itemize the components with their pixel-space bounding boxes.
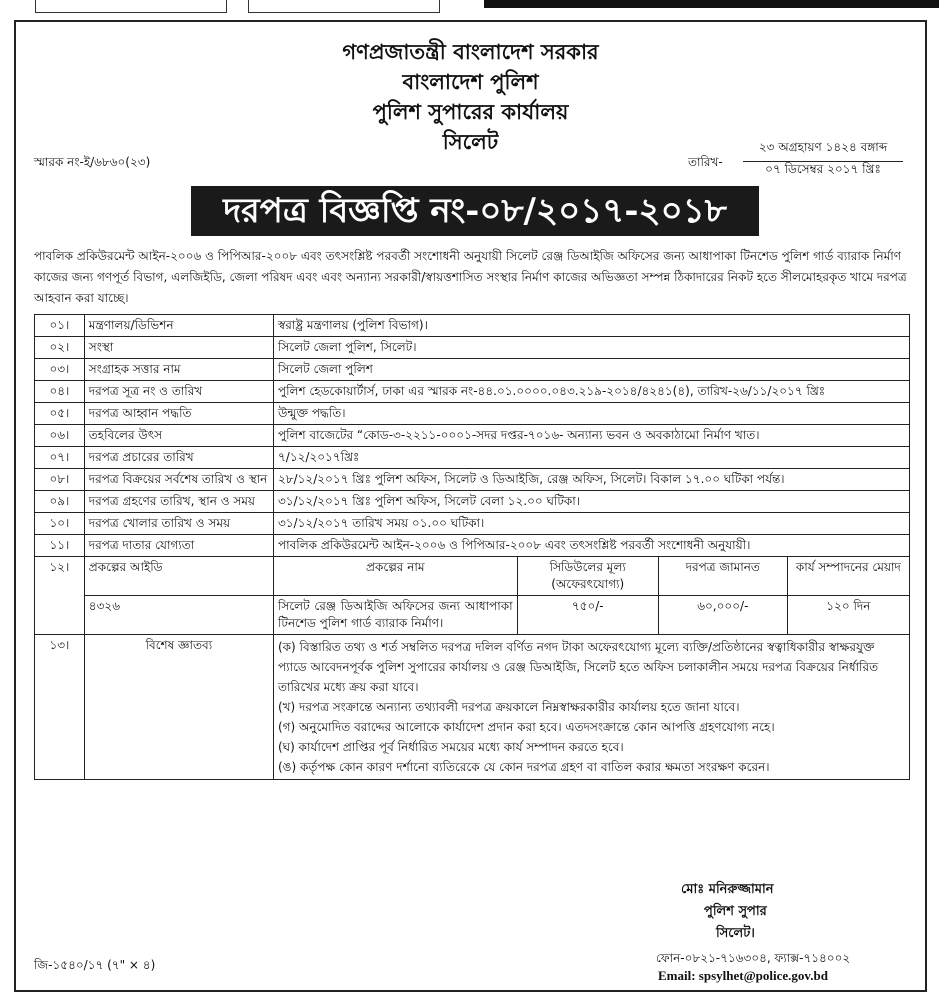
row-value: ৩১/১২/২০১৭ খ্রিঃ পুলিশ অফিস, সিলেট বেলা ১২.০০ ঘটিকা। bbox=[273, 491, 909, 513]
notice-title: দরপত্র বিজ্ঞপ্তি নং-০৮/২০১৭-২০১৮ bbox=[191, 186, 759, 236]
special-note-item: (খ) দরপত্র সংক্রান্তে অন্যান্য তথ্যাবলী দরপত্র ক্রয়কালে নিম্নস্বাক্ষরকারীর কার্যালয় হতে জানা যাবে। bbox=[277, 700, 740, 714]
row-label: দরপত্র গ্রহণের তারিখ, স্থান ও সময় bbox=[84, 491, 273, 513]
signature-designation: পুলিশ সুপার bbox=[704, 904, 767, 919]
date-bangla: ২৩ অগ্রহায়ণ ১৪২৪ বঙ্গাব্দ bbox=[743, 139, 903, 162]
row-number: ১০। bbox=[35, 513, 85, 535]
table-row bbox=[35, 425, 910, 447]
row-number: ১৩। bbox=[35, 635, 85, 780]
row-label: সংগ্রাহক সত্তার নাম bbox=[84, 359, 273, 381]
project-id: ৪৩২৬ bbox=[84, 596, 273, 635]
row-value: উন্মুক্ত পদ্ধতি। bbox=[273, 403, 909, 425]
special-note-item: (ঙ) কর্তৃপক্ষ কোন কারণ দর্শানো ব্যতিরেকে যে কোন দরপত্র গ্রহণ বা বাতিল করার ক্ষমতা সংরক্ষণ করেন। bbox=[277, 760, 770, 774]
project-column-header: দরপত্র জামানত bbox=[658, 557, 787, 596]
row-number: ১২। bbox=[35, 557, 85, 635]
special-note-item: (ক) বিস্তারিত তথ্য ও শর্ত সম্বলিত দরপত্র দলিল বর্ণিত নগদ টাকা অফেরৎযোগ্য মূল্যে ব্যক্তি/প্রতিষ্ঠানের স্বত্বাধিকারীর স্বাক্ষরযুক্ত প্যাডে আবেদনপূর্বক পুলিশ সুপারের কার্যালয় ও রেঞ্জ ডিআইজি, সিলেট হতে অফিস চলাকালীন সময়ে দরপত্র বিক্রয়ের নির্ধারিত তারিখের মধ্যে ক্রয় করা যাবে। bbox=[277, 640, 879, 694]
row-label: দরপত্র বিক্রয়ের সর্বশেষ তারিখ ও স্থান bbox=[84, 469, 273, 491]
project-schedule-price: ৭৫০/- bbox=[517, 596, 658, 635]
header-office: পুলিশ সুপারের কার্যালয় bbox=[372, 99, 569, 124]
footer-ref: জি-১৫৪০/১৭ (৭" × ৪) bbox=[34, 958, 156, 972]
table-row bbox=[35, 469, 910, 491]
row-value: পাবলিক প্রকিউরমেন্ট আইন-২০০৬ ও পিপিআর-২০০৮ এবং তৎসংশ্লিষ্ট পরবর্তী সংশোধনী অনুযায়ী। bbox=[273, 535, 909, 557]
project-duration: ১২০ দিন bbox=[787, 596, 909, 635]
row-number: ১১। bbox=[35, 535, 85, 557]
project-column-header: সিডিউলের মূল্য (অফেরৎযোগ্য) bbox=[517, 557, 658, 596]
table-row bbox=[35, 491, 910, 513]
header-govt: গণপ্রজাতন্ত্রী বাংলাদেশ সরকার bbox=[342, 39, 599, 64]
row-number: ০৩। bbox=[35, 359, 85, 381]
tender-notice bbox=[14, 20, 927, 992]
row-value: স্বরাষ্ট্র মন্ত্রণালয় (পুলিশ বিভাগ)। bbox=[273, 315, 909, 337]
memo-number: স্মারক নং-ই/৬৮৬০(২৩) bbox=[34, 155, 151, 169]
date-label: তারিখ- bbox=[688, 155, 723, 169]
table-row bbox=[35, 513, 910, 535]
row-label: দরপত্র আহ্বান পদ্ধতি bbox=[84, 403, 273, 425]
footer-email: Email: spsylhet@police.gov.bd bbox=[658, 968, 828, 983]
row-number: ০৭। bbox=[35, 447, 85, 469]
table-row bbox=[35, 447, 910, 469]
tender-table bbox=[34, 314, 910, 780]
row-label: তহবিলের উৎস bbox=[84, 425, 273, 447]
date-english: ০৭ ডিসেম্বর ২০১৭ খ্রিঃ bbox=[765, 162, 881, 176]
table-row bbox=[35, 315, 910, 337]
row-number: ০৯। bbox=[35, 491, 85, 513]
header-police: বাংলাদেশ পুলিশ bbox=[402, 69, 539, 94]
top-bar-black bbox=[484, 0, 939, 8]
project-data-row bbox=[35, 596, 910, 635]
row-label: দরপত্র সূত্র নং ও তারিখ bbox=[84, 381, 273, 403]
row-number: ০৬। bbox=[35, 425, 85, 447]
footer-contact: ফোন-০৮২১-৭১৬৩০৪, ফ্যাক্স-৭১৪০০২ bbox=[656, 951, 851, 965]
top-box-middle bbox=[248, 0, 440, 13]
row-label: দরপত্র প্রচারের তারিখ bbox=[84, 447, 273, 469]
special-note-item: (ঘ) কার্যাদেশ প্রাপ্তির পূর্ব নির্ধারিত সময়ের মধ্যে কার্য সম্পাদন করতে হবে। bbox=[277, 740, 624, 754]
special-note-item: (গ) অনুমোদিত বরাদ্দের আলোকে কার্যাদেশ প্রদান করা হবে। এতদসংক্রান্তে কোন আপত্তি গ্রহণযোগ্য নহে। bbox=[277, 720, 775, 734]
table-row bbox=[35, 381, 910, 403]
project-name: সিলেট রেঞ্জ ডিআইজি অফিসের জন্য আধাপাকা টিনশেড পুলিশ গার্ড ব্যারাক নির্মাণ। bbox=[273, 596, 517, 635]
row-number: ০৮। bbox=[35, 469, 85, 491]
project-column-header: প্রকল্পের নাম bbox=[273, 557, 517, 596]
row-value: ২৮/১২/২০১৭ খ্রিঃ পুলিশ অফিস, সিলেট ও ডিআইজি, রেঞ্জ অফিস, সিলেট। বিকাল ১৭.০০ ঘটিকা পর্যন্ত। bbox=[273, 469, 909, 491]
table-row bbox=[35, 337, 910, 359]
header-city: সিলেট bbox=[442, 129, 499, 154]
special-notes-row bbox=[35, 635, 910, 780]
special-notes-list bbox=[273, 635, 909, 780]
row-value: পুলিশ হেডকোয়ার্টার্স, ঢাকা এর স্মারক নং-৪৪.০১.০০০০.০৪৩.২১৯-২০১৪/৪২৪১(৪), তারিখ-২৬/১১/২০১৭ খ্রিঃ bbox=[273, 381, 909, 403]
row-number: ০৪। bbox=[35, 381, 85, 403]
special-notes-label: বিশেষ জ্ঞাতব্য bbox=[84, 635, 273, 780]
row-number: ০২। bbox=[35, 337, 85, 359]
signature-place: সিলেট। bbox=[716, 926, 755, 941]
project-column-header: কার্য সম্পাদনের মেয়াদ bbox=[787, 557, 909, 596]
intro-paragraph: পাবলিক প্রকিউরমেন্ট আইন-২০০৬ ও পিপিআর-২০০৮ এবং তৎসংশ্লিষ্ট পরবর্তী সংশোধনী অনুযায়ী সিলেট রেঞ্জ ডিআইজি অফিসের জন্য আধাপাকা টিনশেড পুলিশ গার্ড ব্যারাক নির্মাণ কাজের জন্য গণপূর্ত বিভাগ, এলজিইডি, জেলা পরিষদ এবং এবং অন্যান্য সরকারী/স্বায়ত্তশাসিত সংস্থার নির্মাণ কাজের অভিজ্ঞতা সম্পন্ন ঠিকাদারের নিকট হতে সীলমোহরকৃত খামে দরপত্র আহবান করা যাচ্ছে। bbox=[34, 249, 907, 305]
row-number: ০৫। bbox=[35, 403, 85, 425]
row-label: মন্ত্রণালয়/ডিভিশন bbox=[84, 315, 273, 337]
table-row bbox=[35, 535, 910, 557]
row-value: পুলিশ বাজেটের “কোড-৩-২২১১-০০০১-সদর দপ্তর-৭০১৬- অন্যান্য ভবন ও অবকাঠামো নির্মাণ খাত। bbox=[273, 425, 909, 447]
row-number: ০১। bbox=[35, 315, 85, 337]
row-value: ৭/১২/২০১৭খ্রিঃ bbox=[273, 447, 909, 469]
signature-name: মোঃ মনিরুজ্জামান bbox=[681, 882, 774, 897]
row-value: ৩১/১২/২০১৭ তারিখ সময় ০১.০০ ঘটিকা। bbox=[273, 513, 909, 535]
project-header-row bbox=[35, 557, 910, 596]
row-label: দরপত্র খোলার তারিখ ও সময় bbox=[84, 513, 273, 535]
row-label: দরপত্র দাতার যোগ্যতা bbox=[84, 535, 273, 557]
top-box-left bbox=[35, 0, 227, 13]
table-row bbox=[35, 403, 910, 425]
row-label: সংস্থা bbox=[84, 337, 273, 359]
project-security: ৬০,০০০/- bbox=[658, 596, 787, 635]
row-value: সিলেট জেলা পুলিশ bbox=[273, 359, 909, 381]
project-column-header: প্রকল্পের আইডি bbox=[84, 557, 273, 596]
top-strip bbox=[0, 0, 939, 14]
table-row bbox=[35, 359, 910, 381]
row-value: সিলেট জেলা পুলিশ, সিলেট। bbox=[273, 337, 909, 359]
